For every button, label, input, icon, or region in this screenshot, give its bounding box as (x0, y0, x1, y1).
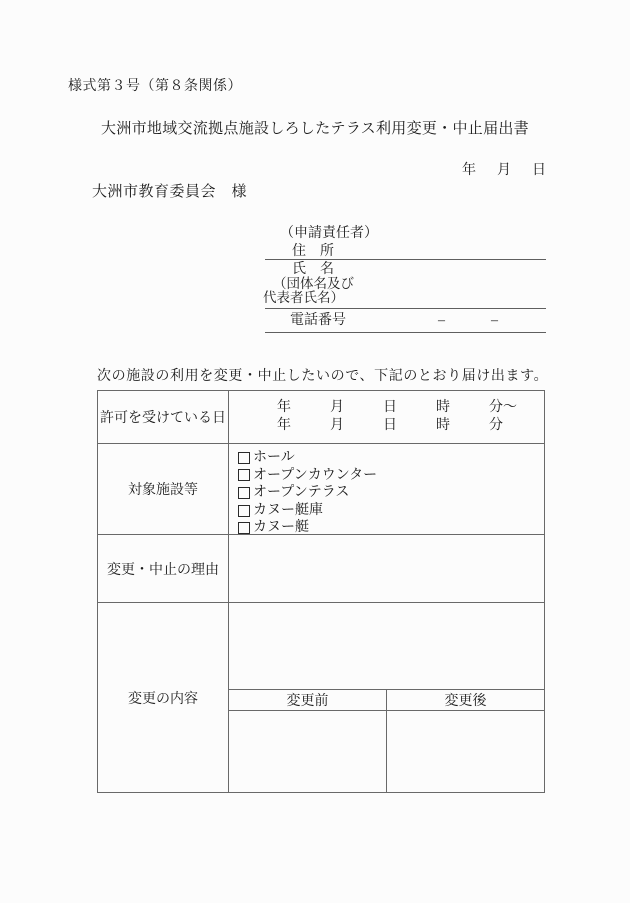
name-label: 氏 名 (292, 262, 334, 277)
reason-input-cell[interactable] (229, 535, 544, 602)
notification-table (97, 390, 545, 793)
checkbox-icon[interactable] (238, 505, 250, 517)
form-title: 大洲市地域交流拠点施設しろしたテラス利用変更・中止届出書 (101, 121, 529, 137)
changes-cell (229, 603, 544, 792)
month-label: 月 (330, 418, 344, 433)
address-label: 住 所 (292, 244, 334, 259)
form-number: 様式第３号（第８条関係） (68, 79, 242, 94)
phone-input-line[interactable] (265, 332, 546, 333)
year-label: 年 (462, 163, 476, 178)
facility-option-label: ホール (253, 450, 295, 465)
facilities-label: 対象施設等 (98, 444, 229, 534)
facilities-cell (229, 444, 544, 534)
permitted-date-label: 許可を受けている日 (98, 391, 229, 443)
facility-option-hall[interactable] (238, 449, 544, 467)
permitted-date-cell[interactable] (229, 391, 544, 443)
facility-option-label: カヌー艇庫 (253, 502, 323, 518)
changes-body-row (229, 711, 544, 792)
org-note-line1: （団体名及び (273, 276, 354, 291)
year-label: 年 (277, 400, 291, 415)
hour-label: 時 (436, 400, 450, 415)
submission-date-line (462, 163, 546, 179)
changes-free-area[interactable] (229, 603, 544, 690)
hour-label: 時 (436, 418, 450, 433)
applicant-heading: （申請責任者） (280, 226, 378, 241)
day-label: 日 (383, 400, 397, 415)
month-label: 月 (330, 400, 344, 415)
phone-dash-2: – (491, 313, 498, 328)
recipient-name: 大洲市教育委員会 様 (92, 184, 248, 200)
permitted-date-row (98, 391, 544, 444)
facility-option-label: オープンテラス (253, 485, 350, 501)
changes-row (98, 603, 544, 792)
checkbox-icon[interactable] (238, 487, 250, 499)
minute-from-label: 分～ (489, 400, 517, 415)
after-change-input-cell[interactable] (387, 711, 544, 792)
facilities-row (98, 444, 544, 535)
address-input-line[interactable] (265, 259, 546, 260)
permitted-date-line-2 (229, 417, 544, 435)
changes-header-row (229, 690, 544, 711)
year-label: 年 (277, 418, 291, 433)
month-label: 月 (497, 163, 511, 178)
checkbox-icon[interactable] (238, 522, 250, 534)
facility-option-label: オープンカウンター (253, 467, 378, 483)
phone-label: 電話番号 (290, 313, 346, 328)
name-input-line[interactable] (265, 308, 546, 309)
facility-option-open-counter[interactable] (238, 467, 544, 485)
before-change-input-cell[interactable] (229, 711, 387, 792)
facility-option-open-terrace[interactable] (238, 484, 544, 502)
permitted-date-line-1 (229, 399, 544, 417)
checkbox-icon[interactable] (238, 452, 250, 464)
facility-option-canoe-shed[interactable] (238, 502, 544, 520)
reason-label: 変更・中止の理由 (98, 535, 229, 602)
before-change-header: 変更前 (229, 690, 387, 710)
facility-option-label: カヌー艇 (253, 520, 309, 536)
after-change-header: 変更後 (444, 694, 487, 709)
phone-dash-1: – (438, 313, 445, 328)
day-label: 日 (532, 163, 546, 178)
checkbox-icon[interactable] (238, 469, 250, 481)
reason-row (98, 535, 544, 603)
minute-to-label: 分 (489, 418, 503, 433)
day-label: 日 (383, 418, 397, 433)
org-note-line2: 代表者氏名） (263, 290, 344, 305)
changes-label: 変更の内容 (98, 603, 229, 792)
intro-sentence: 次の施設の利用を変更・中止したいので、下記のとおり届け出ます。 (97, 369, 549, 384)
